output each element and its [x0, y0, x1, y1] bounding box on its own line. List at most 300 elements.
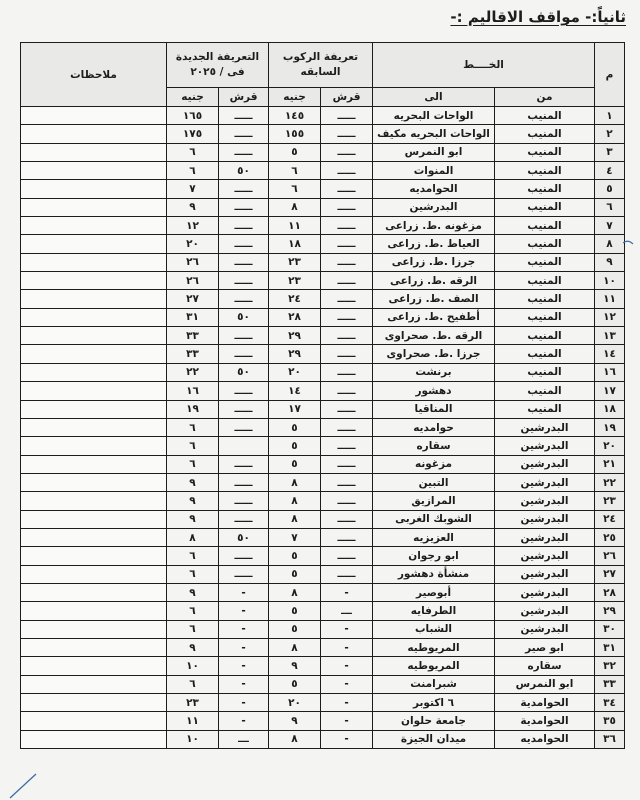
- row-new-pound: ١١: [167, 712, 219, 730]
- row-old-pound: ٩: [269, 657, 321, 675]
- row-to: جرزا .ط. صحراوى: [373, 345, 495, 363]
- table-row: [21, 528, 625, 546]
- table-row: [21, 180, 625, 198]
- row-new-qirsh: ـــ: [219, 730, 269, 748]
- row-num: ٢٣: [595, 492, 625, 510]
- table-row: [21, 455, 625, 473]
- row-notes: [21, 345, 167, 363]
- row-from: البدرشين: [495, 510, 595, 528]
- row-to: المرازيق: [373, 492, 495, 510]
- row-num: ٢٤: [595, 510, 625, 528]
- row-new-pound: ٢٠: [167, 235, 219, 253]
- row-new-pound: ٢٦: [167, 253, 219, 271]
- row-old-pound: ٨: [269, 473, 321, 491]
- row-notes: [21, 180, 167, 198]
- col-header-new-pound: جنيه: [167, 88, 219, 107]
- row-to: ٦ اكتوبر: [373, 694, 495, 712]
- table-row: [21, 602, 625, 620]
- row-from: المنيب: [495, 382, 595, 400]
- table-row: [21, 107, 625, 125]
- row-old-pound: ١٥٥: [269, 125, 321, 143]
- col-header-notes: ملاحظات: [21, 43, 167, 107]
- row-old-pound: ٢٠: [269, 363, 321, 381]
- fares-table: [20, 42, 625, 749]
- row-new-pound: ٦: [167, 437, 219, 455]
- row-to: المريوطيه: [373, 657, 495, 675]
- row-new-qirsh: -: [219, 694, 269, 712]
- row-from: المنيب: [495, 162, 595, 180]
- row-num: ١٩: [595, 418, 625, 436]
- row-new-pound: ٣٣: [167, 345, 219, 363]
- table-row: [21, 308, 625, 326]
- table-row: [21, 492, 625, 510]
- col-header-new-fare: التعريفة الجديدة فى / ٢٠٢٥: [167, 43, 269, 88]
- row-from: البدرشين: [495, 528, 595, 546]
- row-to: ابو رجوان: [373, 547, 495, 565]
- row-new-qirsh: ـــــ: [219, 107, 269, 125]
- row-old-qirsh: -: [321, 675, 373, 693]
- row-num: ٤: [595, 162, 625, 180]
- row-old-pound: ٥: [269, 547, 321, 565]
- row-new-pound: ٢٢: [167, 363, 219, 381]
- row-notes: [21, 565, 167, 583]
- row-from: البدرشين: [495, 583, 595, 601]
- row-num: ٣: [595, 143, 625, 161]
- row-to: المنوات: [373, 162, 495, 180]
- row-to: دهشور: [373, 382, 495, 400]
- row-old-qirsh: ـــــ: [321, 400, 373, 418]
- row-old-qirsh: -: [321, 694, 373, 712]
- row-num: ١٧: [595, 382, 625, 400]
- row-new-qirsh: -: [219, 583, 269, 601]
- row-old-pound: ٦: [269, 162, 321, 180]
- row-new-pound: ٩: [167, 198, 219, 216]
- col-header-new-qirsh: قرش: [219, 88, 269, 107]
- row-new-pound: ٦: [167, 143, 219, 161]
- row-new-pound: ٣٣: [167, 327, 219, 345]
- table-row: [21, 290, 625, 308]
- row-old-qirsh: ـــــ: [321, 418, 373, 436]
- row-from: المنيب: [495, 125, 595, 143]
- row-old-pound: ٥: [269, 565, 321, 583]
- row-notes: [21, 602, 167, 620]
- row-notes: [21, 620, 167, 638]
- row-old-qirsh: ـــــ: [321, 437, 373, 455]
- row-new-pound: ٨: [167, 528, 219, 546]
- row-from: المنيب: [495, 345, 595, 363]
- row-notes: [21, 290, 167, 308]
- row-old-pound: ٩: [269, 712, 321, 730]
- row-new-pound: ٦: [167, 675, 219, 693]
- row-to: التبين: [373, 473, 495, 491]
- row-old-qirsh: -: [321, 657, 373, 675]
- table-row: [21, 473, 625, 491]
- row-notes: [21, 455, 167, 473]
- row-num: ٣٤: [595, 694, 625, 712]
- row-new-qirsh: ـــــ: [219, 125, 269, 143]
- row-to: ابو النمرس: [373, 143, 495, 161]
- row-old-qirsh: ـــــ: [321, 327, 373, 345]
- row-from: البدرشين: [495, 620, 595, 638]
- row-new-pound: ٢٣: [167, 694, 219, 712]
- row-to: مزغونه: [373, 455, 495, 473]
- row-new-qirsh: ـــــ: [219, 198, 269, 216]
- row-old-qirsh: ـــــ: [321, 198, 373, 216]
- row-to: البدرشين: [373, 198, 495, 216]
- row-new-pound: ١٠: [167, 730, 219, 748]
- row-old-pound: ١٨: [269, 235, 321, 253]
- row-new-qirsh: ـــــ: [219, 235, 269, 253]
- row-num: ١٤: [595, 345, 625, 363]
- row-from: المنيب: [495, 217, 595, 235]
- row-from: المنيب: [495, 253, 595, 271]
- row-notes: [21, 235, 167, 253]
- row-to: المناقيا: [373, 400, 495, 418]
- row-num: ٣٣: [595, 675, 625, 693]
- col-header-old-qirsh: قرش: [321, 88, 373, 107]
- row-from: المنيب: [495, 272, 595, 290]
- row-notes: [21, 712, 167, 730]
- row-from: المنيب: [495, 143, 595, 161]
- table-row: [21, 272, 625, 290]
- row-old-pound: ٥: [269, 143, 321, 161]
- row-old-qirsh: ـــــ: [321, 308, 373, 326]
- row-old-pound: ٥: [269, 418, 321, 436]
- row-new-pound: ٢٧: [167, 290, 219, 308]
- row-new-pound: ٢٦: [167, 272, 219, 290]
- row-notes: [21, 327, 167, 345]
- table-row: [21, 217, 625, 235]
- row-new-pound: ٩: [167, 638, 219, 656]
- row-from: المنيب: [495, 308, 595, 326]
- row-old-pound: ٥: [269, 455, 321, 473]
- row-to: الواحات البحريه مكيف: [373, 125, 495, 143]
- row-to: شبرامنت: [373, 675, 495, 693]
- row-old-qirsh: ـــــ: [321, 253, 373, 271]
- row-from: المنيب: [495, 198, 595, 216]
- row-old-pound: ٢٣: [269, 272, 321, 290]
- table-row: [21, 730, 625, 748]
- row-new-qirsh: ٥٠: [219, 308, 269, 326]
- row-new-qirsh: ـــــ: [219, 253, 269, 271]
- row-to: العزيزيه: [373, 528, 495, 546]
- row-new-qirsh: ـــــ: [219, 382, 269, 400]
- row-new-qirsh: ـــــ: [219, 473, 269, 491]
- row-num: ١٠: [595, 272, 625, 290]
- row-old-qirsh: ـــــ: [321, 528, 373, 546]
- row-old-qirsh: ـــــ: [321, 473, 373, 491]
- row-notes: [21, 143, 167, 161]
- col-header-old-fare: تعريفة الركوب السابقه: [269, 43, 373, 88]
- fares-table-body: [21, 107, 625, 749]
- table-row: [21, 694, 625, 712]
- row-old-qirsh: -: [321, 638, 373, 656]
- table-row: [21, 125, 625, 143]
- row-new-qirsh: ـــــ: [219, 400, 269, 418]
- row-notes: [21, 473, 167, 491]
- row-new-qirsh: ـــــ: [219, 418, 269, 436]
- row-notes: [21, 547, 167, 565]
- row-from: المنيب: [495, 180, 595, 198]
- row-to: أطفيح .ط. زراعى: [373, 308, 495, 326]
- table-row: [21, 400, 625, 418]
- row-num: ٣٥: [595, 712, 625, 730]
- table-row: [21, 565, 625, 583]
- row-num: ٩: [595, 253, 625, 271]
- table-row: [21, 382, 625, 400]
- row-from: الحوامدية: [495, 712, 595, 730]
- row-old-pound: ٢٠: [269, 694, 321, 712]
- row-old-pound: ٨: [269, 198, 321, 216]
- table-row: [21, 363, 625, 381]
- row-from: المنيب: [495, 235, 595, 253]
- row-old-qirsh: ـــــ: [321, 125, 373, 143]
- row-notes: [21, 418, 167, 436]
- pen-stroke-icon: [8, 770, 38, 800]
- row-old-pound: ٢٩: [269, 327, 321, 345]
- row-old-pound: ٥: [269, 437, 321, 455]
- row-from: البدرشين: [495, 547, 595, 565]
- row-old-pound: ٥: [269, 602, 321, 620]
- row-to: برنشت: [373, 363, 495, 381]
- table-row: [21, 638, 625, 656]
- row-to: الصف .ط. زراعى: [373, 290, 495, 308]
- row-new-qirsh: ـــــ: [219, 345, 269, 363]
- row-to: جامعة حلوان: [373, 712, 495, 730]
- row-old-qirsh: ـــــ: [321, 510, 373, 528]
- row-old-qirsh: -: [321, 730, 373, 748]
- row-num: ١١: [595, 290, 625, 308]
- row-old-qirsh: ـــــ: [321, 217, 373, 235]
- row-from: سقاره: [495, 657, 595, 675]
- row-num: ٣٢: [595, 657, 625, 675]
- row-old-pound: ١١: [269, 217, 321, 235]
- section-heading: ثانياً:- مواقف الاقاليم :-: [450, 8, 626, 26]
- row-notes: [21, 107, 167, 125]
- row-num: ٥: [595, 180, 625, 198]
- row-old-pound: ٨: [269, 638, 321, 656]
- row-num: ٢٠: [595, 437, 625, 455]
- row-new-qirsh: -: [219, 638, 269, 656]
- row-notes: [21, 694, 167, 712]
- row-notes: [21, 253, 167, 271]
- table-row: [21, 235, 625, 253]
- row-new-pound: ١٦٥: [167, 107, 219, 125]
- row-from: ابو النمرس: [495, 675, 595, 693]
- table-row: [21, 143, 625, 161]
- row-new-qirsh: ـــــ: [219, 180, 269, 198]
- row-new-pound: ٩: [167, 583, 219, 601]
- row-to: الواحات البحريه: [373, 107, 495, 125]
- row-new-qirsh: ـــــ: [219, 492, 269, 510]
- row-to: أبوصير: [373, 583, 495, 601]
- row-new-pound: ٦: [167, 620, 219, 638]
- row-old-qirsh: -: [321, 583, 373, 601]
- row-num: ٧: [595, 217, 625, 235]
- row-new-pound: ٦: [167, 455, 219, 473]
- row-new-qirsh: -: [219, 602, 269, 620]
- row-notes: [21, 162, 167, 180]
- col-header-from: من: [495, 88, 595, 107]
- row-num: ١٨: [595, 400, 625, 418]
- row-old-qirsh: ـــــ: [321, 547, 373, 565]
- row-old-qirsh: ـــــ: [321, 162, 373, 180]
- row-num: ٣١: [595, 638, 625, 656]
- row-new-pound: ٣١: [167, 308, 219, 326]
- row-old-pound: ٧: [269, 528, 321, 546]
- table-row: [21, 345, 625, 363]
- table-row: [21, 510, 625, 528]
- row-new-qirsh: -: [219, 675, 269, 693]
- row-notes: [21, 528, 167, 546]
- row-from: البدرشين: [495, 473, 595, 491]
- row-old-qirsh: ـــــ: [321, 455, 373, 473]
- row-old-pound: ٢٨: [269, 308, 321, 326]
- row-to: جرزا .ط. زراعى: [373, 253, 495, 271]
- table-row: [21, 418, 625, 436]
- table-row: [21, 327, 625, 345]
- row-num: ٢: [595, 125, 625, 143]
- row-to: الشوبك الغربى: [373, 510, 495, 528]
- row-old-qirsh: -: [321, 620, 373, 638]
- row-num: ٢٦: [595, 547, 625, 565]
- row-num: ٢٩: [595, 602, 625, 620]
- row-old-qirsh: ـــــ: [321, 345, 373, 363]
- row-new-qirsh: ٥٠: [219, 528, 269, 546]
- row-new-qirsh: ٥٠: [219, 363, 269, 381]
- row-from: المنيب: [495, 290, 595, 308]
- row-new-qirsh: ـــــ: [219, 565, 269, 583]
- row-new-qirsh: ٥٠: [219, 162, 269, 180]
- row-old-pound: ٥: [269, 620, 321, 638]
- row-notes: [21, 437, 167, 455]
- col-header-route: الخــــط: [373, 43, 595, 88]
- row-new-pound: ٩: [167, 510, 219, 528]
- row-notes: [21, 125, 167, 143]
- row-new-qirsh: ـــــ: [219, 547, 269, 565]
- row-num: ٢١: [595, 455, 625, 473]
- row-old-pound: ٢٤: [269, 290, 321, 308]
- row-num: ٨: [595, 235, 625, 253]
- row-old-qirsh: -: [321, 712, 373, 730]
- row-num: ١: [595, 107, 625, 125]
- row-new-qirsh: ـــــ: [219, 455, 269, 473]
- row-new-qirsh: -: [219, 657, 269, 675]
- row-notes: [21, 657, 167, 675]
- row-new-pound: ٦: [167, 547, 219, 565]
- row-new-qirsh: -: [219, 712, 269, 730]
- row-num: ٦: [595, 198, 625, 216]
- row-new-pound: ١٦: [167, 382, 219, 400]
- row-to: الطرفايه: [373, 602, 495, 620]
- row-from: ابو صير: [495, 638, 595, 656]
- row-num: ٢٥: [595, 528, 625, 546]
- table-row: [21, 547, 625, 565]
- row-notes: [21, 308, 167, 326]
- row-old-pound: ٢٩: [269, 345, 321, 363]
- row-to: ميدان الجيزة: [373, 730, 495, 748]
- row-new-pound: ٦: [167, 602, 219, 620]
- row-old-qirsh: ـــــ: [321, 272, 373, 290]
- row-from: البدرشين: [495, 455, 595, 473]
- row-old-pound: ٨: [269, 492, 321, 510]
- row-new-pound: ٩: [167, 473, 219, 491]
- row-to: منشأة دهشور: [373, 565, 495, 583]
- row-new-qirsh: ـــــ: [219, 290, 269, 308]
- row-new-qirsh: ـــــ: [219, 327, 269, 345]
- row-old-qirsh: ـــــ: [321, 290, 373, 308]
- row-old-pound: ١٤٥: [269, 107, 321, 125]
- row-new-pound: ٩: [167, 492, 219, 510]
- row-new-pound: ١٧٥: [167, 125, 219, 143]
- row-from: البدرشين: [495, 418, 595, 436]
- row-old-pound: ١٧: [269, 400, 321, 418]
- row-to: المريوطيه: [373, 638, 495, 656]
- row-from: المنيب: [495, 363, 595, 381]
- row-new-pound: ٦: [167, 565, 219, 583]
- row-notes: [21, 730, 167, 748]
- row-new-pound: ٧: [167, 180, 219, 198]
- row-notes: [21, 198, 167, 216]
- row-to: الرقه .ط. زراعى: [373, 272, 495, 290]
- row-new-qirsh: ـــــ: [219, 510, 269, 528]
- row-from: البدرشين: [495, 565, 595, 583]
- row-to: سقاره: [373, 437, 495, 455]
- row-notes: [21, 583, 167, 601]
- pen-mark-icon: [622, 238, 634, 248]
- col-header-old-pound: جنيه: [269, 88, 321, 107]
- row-notes: [21, 675, 167, 693]
- row-new-pound: ٦: [167, 418, 219, 436]
- row-to: حوامديه: [373, 418, 495, 436]
- table-row: [21, 437, 625, 455]
- row-old-pound: ٨: [269, 510, 321, 528]
- row-from: البدرشين: [495, 602, 595, 620]
- row-num: ١٣: [595, 327, 625, 345]
- table-row: [21, 712, 625, 730]
- row-old-qirsh: ـــــ: [321, 382, 373, 400]
- row-num: ٢٢: [595, 473, 625, 491]
- row-old-pound: ٨: [269, 730, 321, 748]
- table-row: [21, 253, 625, 271]
- row-from: المنيب: [495, 400, 595, 418]
- row-new-qirsh: [219, 437, 269, 455]
- row-from: البدرشين: [495, 437, 595, 455]
- row-notes: [21, 510, 167, 528]
- row-from: المنيب: [495, 327, 595, 345]
- row-notes: [21, 272, 167, 290]
- row-to: الرقه .ط. صحراوى: [373, 327, 495, 345]
- row-new-pound: ١٠: [167, 657, 219, 675]
- row-from: الحوامديه: [495, 730, 595, 748]
- row-old-qirsh: ـــــ: [321, 180, 373, 198]
- row-new-qirsh: ـــــ: [219, 272, 269, 290]
- row-to: الحوامديه: [373, 180, 495, 198]
- row-from: البدرشين: [495, 492, 595, 510]
- row-to: الشباب: [373, 620, 495, 638]
- row-to: مزغونه .ط. زراعى: [373, 217, 495, 235]
- row-num: ١٦: [595, 363, 625, 381]
- table-row: [21, 657, 625, 675]
- row-to: العياط .ط. زراعى: [373, 235, 495, 253]
- col-header-num: م: [595, 43, 625, 107]
- row-from: المنيب: [495, 107, 595, 125]
- row-notes: [21, 217, 167, 235]
- table-row: [21, 620, 625, 638]
- row-num: ٣٦: [595, 730, 625, 748]
- row-num: ٢٧: [595, 565, 625, 583]
- row-new-qirsh: -: [219, 620, 269, 638]
